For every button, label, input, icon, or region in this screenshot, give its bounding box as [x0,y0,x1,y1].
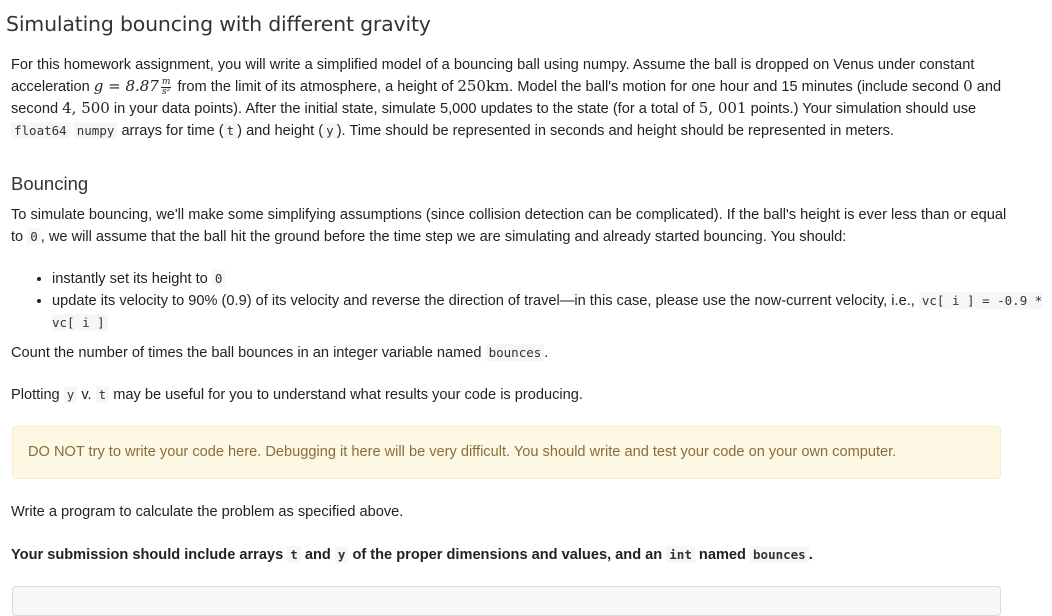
int-code: int [666,546,695,563]
intro-text: . Model the ball's motion for one hour and 15 minutes (include second [509,79,964,95]
float64-code: float64 [11,122,70,139]
submission-text: . [808,547,813,563]
intro-text: points.) Your simulation should use [746,101,977,117]
start-second: 0 [963,77,973,95]
total-points: 5, 001 [698,99,747,117]
plot-text: may be useful for you to understand what results your code is producing. [109,387,583,403]
bounces-code: bounces [486,344,545,361]
gravity-expression [94,77,159,95]
plot-text: Plotting [11,387,64,403]
submission-text: of the proper dimensions and values, and an [348,547,667,563]
y-code: y [64,386,78,403]
plot-text: v. [77,387,96,403]
bouncing-heading: Bouncing [11,173,89,194]
zero-code: 0 [27,228,41,245]
units-denominator: s² [162,86,171,97]
write-program-text: Write a program to calculate the problem as specified above. [11,504,404,520]
bullet-text: instantly set its height to [52,271,212,287]
bouncing-text: To simulate bouncing, we'll make some simplifying assumptions (since collision detection can be complicated). If the ball's height is ever less than or equal to [11,207,1007,245]
t-code: t [96,386,110,403]
bullet-text: update its velocity to 90% (0.9) of its velocity and reverse the direction of travel—in this case, please use the now-current velocity, i.e., [52,293,919,309]
end-second: 4, 500 [62,99,110,117]
t-code: t [287,546,301,563]
submission-text: Your submission should include arrays [11,547,288,563]
count-text: Count the number of times the ball bounces in an integer variable named [11,345,486,361]
intro-text: from the limit of its atmosphere, a height of [173,79,458,95]
count-paragraph [11,342,1011,364]
intro-text: ) and height ( [237,123,324,139]
warning-alert [12,426,1001,479]
gravity-units [161,78,172,97]
intro-text: and second [11,79,1002,117]
intro-text: arrays for time ( [117,123,224,139]
intro-text: in your data points). After the initial state, simulate 5,000 updates to the state (for a total of [109,101,699,117]
plot-paragraph [11,384,1011,406]
warning-text: DO NOT try to write your code here. Debugging it here will be very difficult. You should write and test your code on your own computer. [28,444,897,460]
list-item [52,268,1052,290]
submission-paragraph [11,544,1011,566]
t-code: t [224,122,238,139]
numpy-code: numpy [74,122,118,139]
y-code: y [323,122,337,139]
count-text: . [544,345,549,361]
intro-text: ). Time should be represented in seconds and height should be represented in meters. [336,123,895,139]
zero-code: 0 [212,270,226,287]
page-title: Simulating bouncing with different gravity [6,12,431,36]
list-item [52,290,1052,334]
bounces-code: bounces [750,546,809,563]
submission-text: and [300,547,335,563]
gravity-value: g = 8.87 [93,77,159,95]
units-numerator: m [161,76,171,87]
submission-text: named [694,547,751,563]
y-code: y [335,546,349,563]
code-editor[interactable] [12,586,1001,616]
intro-paragraph [11,55,1011,142]
bouncing-paragraph [11,205,1011,248]
intro-text: For this homework assignment, you will write a simplified model of a bouncing ball using numpy. Assume the ball is dropped on Venus under constant acceleration [11,57,975,95]
bounce-rules-list [11,268,1052,334]
velocity-update-code: vc[ i ] = -0.9 * vc[ i ] [52,293,1043,330]
drop-height: 250km [457,77,510,95]
bouncing-text: , we will assume that the ball hit the ground before the time step we are simulating and already started bouncing. You should: [40,229,847,245]
